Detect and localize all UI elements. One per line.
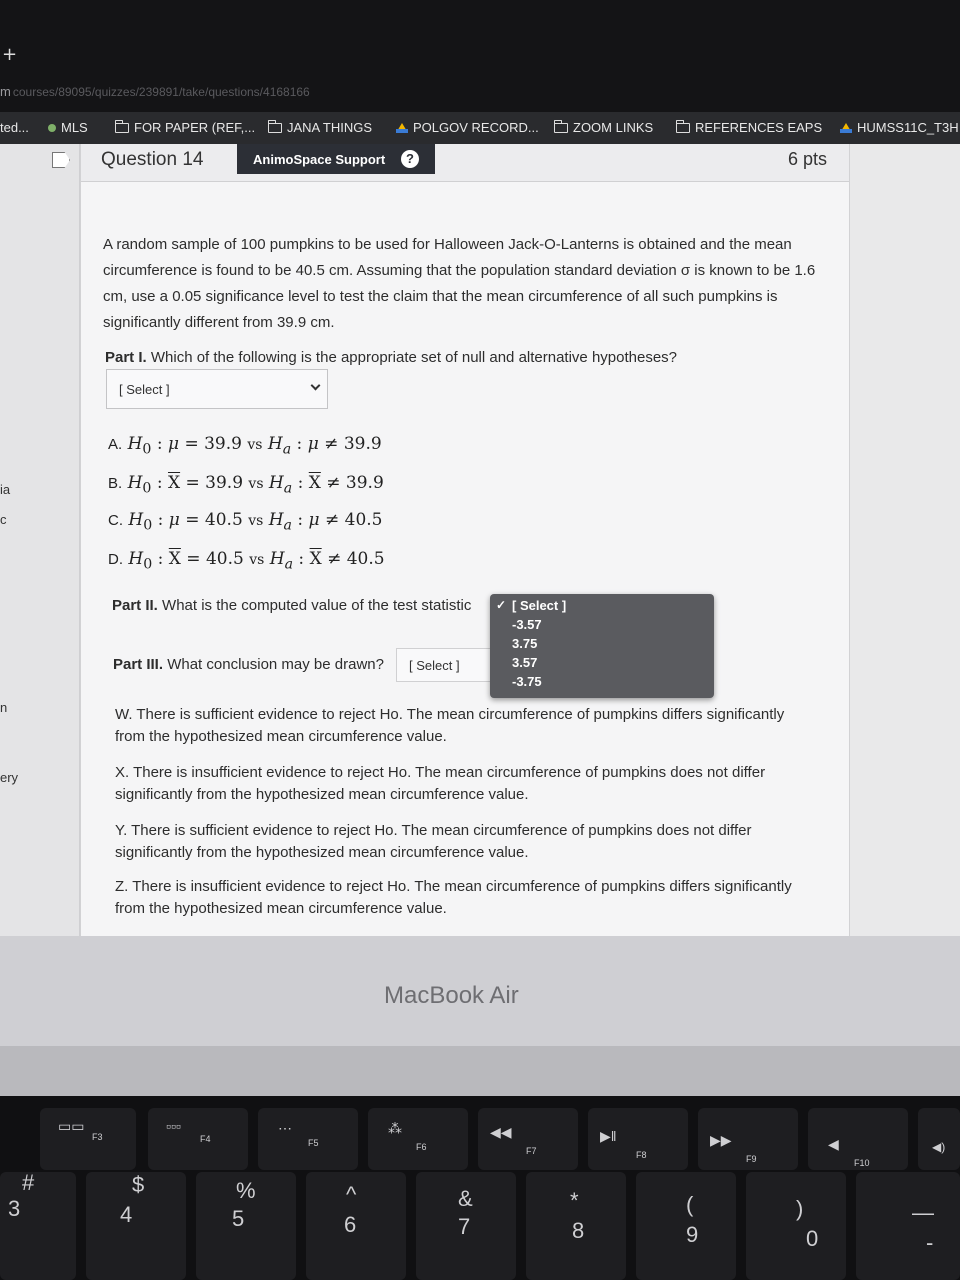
part2-text: What is the computed value of the test statistic (162, 597, 472, 614)
key-label: F4 (200, 1134, 211, 1144)
bookmark-label: MLS (61, 120, 88, 135)
bookmark-item[interactable] (115, 120, 255, 135)
key-label: F6 (416, 1142, 427, 1152)
sidebar-fragment[interactable]: n (0, 700, 8, 715)
option-d: D. $H_0$ : $\overline{X} = 40.5$ vs $H_a$ : $\overline{X} \ne 40.5$ (108, 549, 385, 573)
tooltip-label: AnimoSpace Support (253, 151, 386, 167)
bookmarks-bar (0, 112, 960, 144)
key-f9[interactable] (698, 1108, 798, 1170)
key-label: F7 (526, 1146, 537, 1156)
key-label: F9 (746, 1154, 757, 1164)
key-4[interactable] (86, 1172, 186, 1280)
key-shift-glyph: — (912, 1200, 934, 1225)
bookmark-item[interactable] (268, 120, 372, 135)
drive-icon (840, 123, 852, 133)
option-a: A. $H_0$ : μ = 39.9 vs $H_a$ : μ ≠ 39.9 (108, 434, 382, 458)
help-icon[interactable]: ? (401, 150, 419, 168)
launchpad-icon: ▫▫▫ (166, 1118, 181, 1134)
key-glyph: 5 (232, 1206, 245, 1231)
option-symbol: μ (307, 434, 319, 454)
bookmark-item[interactable] (676, 120, 822, 135)
mission-control-icon: ▭▭ (58, 1118, 85, 1134)
dropdown-option[interactable]: -3.75 (512, 674, 542, 689)
bookmark-label: REFERENCES EAPS (695, 120, 823, 135)
key-glyph: 8 (572, 1218, 585, 1243)
url-prefix: m (0, 84, 11, 99)
option-letter: D. (108, 551, 123, 568)
key-f5[interactable] (258, 1108, 358, 1170)
support-tooltip[interactable] (237, 144, 435, 174)
key-glyph: 4 (120, 1202, 133, 1227)
dropdown-option[interactable]: -3.57 (512, 617, 542, 632)
option-value: 39.9 (204, 434, 242, 454)
key-7[interactable] (416, 1172, 516, 1280)
dropdown-option[interactable]: 3.57 (512, 655, 538, 670)
option-value: 40.5 (205, 549, 244, 569)
sidebar-fragment[interactable]: c (0, 512, 7, 527)
sidebar-fragment[interactable]: ery (0, 770, 19, 785)
key-0[interactable] (746, 1172, 846, 1280)
part3-label: Part III. (113, 656, 164, 673)
key-glyph: - (926, 1230, 934, 1255)
keyboard-backlight-down-icon: ⋯ (278, 1120, 292, 1136)
key-f8[interactable] (588, 1108, 688, 1170)
key-f3[interactable] (40, 1108, 136, 1170)
conclusion-z: Z. There is insufficient evidence to reject Ho. The mean circumference of pumpkins differs significantly from the hypothesized mean circumference value. (115, 878, 792, 917)
part2-label: Part II. (112, 597, 158, 614)
browser-chrome (0, 0, 960, 112)
conclusion-w: W. There is sufficient evidence to reject Ho. The mean circumference of pumpkins differs significantly from the hypothesized mean circumference value. (115, 706, 785, 745)
option-symbol: $\overline{X}$ (308, 473, 321, 493)
bookmark-label: POLGOV RECORD... (413, 120, 539, 135)
volume-down-icon: ◀) (932, 1140, 946, 1154)
option-value: 39.9 (345, 473, 384, 493)
question-text: A random sample of 100 pumpkins to be used for Halloween Jack-O-Lanterns is obtained and the mean circumference is found to be 40.5 cm. Assuming that the population standard deviation σ is known to be 1.6 cm, use a 0.05 significance level to test the claim that the mean circumference of all such pumpkins is significantly different from 39.9 cm. (103, 236, 816, 331)
key-f6[interactable] (368, 1108, 468, 1170)
conclusion-y: Y. There is sufficient evidence to reject Ho. The mean circumference of pumpkins does not differ significantly from the hypothesized mean circumference value. (115, 822, 752, 861)
option-value: 39.9 (205, 473, 244, 493)
part1-text: Which of the following is the appropriate set of null and alternative hypotheses? (150, 349, 678, 366)
key-shift-glyph: % (236, 1178, 256, 1203)
laptop-brand-label: MacBook Air (384, 982, 519, 1009)
key-f10[interactable] (808, 1108, 908, 1170)
option-value: 40.5 (204, 510, 243, 530)
option-symbol: μ (168, 510, 180, 530)
bookmark-item[interactable] (396, 120, 539, 135)
bookmark-label: JANA THINGS (287, 120, 373, 135)
checkmark-icon: ✓ (496, 598, 507, 612)
key-8[interactable] (526, 1172, 626, 1280)
chevron-down-icon (311, 381, 321, 391)
key-f7[interactable] (478, 1108, 578, 1170)
mute-icon: ◀ (828, 1136, 839, 1152)
key-glyph: 6 (344, 1212, 357, 1237)
course-sidebar (0, 144, 80, 936)
option-symbol: μ (308, 510, 320, 530)
key-minus[interactable] (856, 1172, 960, 1280)
part1-prompt (105, 349, 677, 366)
key-label: F8 (636, 1150, 647, 1160)
bookmark-item[interactable] (48, 120, 88, 135)
key-5[interactable] (196, 1172, 296, 1280)
option-letter: A. (108, 436, 123, 453)
play-pause-icon: ▶‖ (600, 1128, 617, 1144)
option-value: 40.5 (346, 549, 385, 569)
key-shift-glyph: & (458, 1186, 473, 1211)
folder-icon (115, 123, 129, 133)
sidebar-fragment[interactable]: ia (0, 482, 11, 497)
bookmark-label: FOR PAPER (REF,... (134, 120, 256, 135)
option-letter: C. (108, 512, 123, 529)
bookmark-label: ted... (0, 120, 29, 135)
folder-icon (676, 123, 690, 133)
question-title: Question 14 (101, 149, 204, 170)
drive-icon (396, 123, 408, 133)
key-shift-glyph: ^ (346, 1182, 357, 1207)
option-b: B. $H_0$ : $\overline{X} = 39.9$ vs $H_a$ : $\overline{X} \ne 39.9$ (108, 473, 384, 497)
key-label: F5 (308, 1138, 319, 1148)
option-symbol: $\overline{X}$ (167, 473, 181, 493)
option-c: C. $H_0$ : μ = 40.5 vs $H_a$ : μ ≠ 40.5 (108, 510, 383, 534)
option-value: 39.9 (343, 434, 382, 454)
vs-text: vs (248, 476, 264, 492)
key-3[interactable] (0, 1172, 76, 1280)
folder-icon (268, 123, 282, 133)
part2-dropdown-menu[interactable] (490, 594, 714, 698)
key-shift-glyph: $ (132, 1172, 145, 1197)
option-symbol: $\overline{X}$ (309, 549, 322, 569)
key-f11[interactable] (918, 1108, 960, 1170)
part1-label: Part I. (105, 349, 147, 366)
key-label: F10 (854, 1158, 870, 1168)
key-shift-glyph: * (570, 1188, 579, 1213)
key-glyph: 0 (806, 1226, 819, 1251)
part1-select[interactable] (106, 369, 328, 409)
key-shift-glyph: ( (686, 1192, 694, 1217)
key-label: F3 (92, 1132, 103, 1142)
option-symbol: μ (167, 434, 180, 454)
bookmark-item[interactable] (0, 120, 29, 135)
question-points: 6 pts (787, 149, 827, 169)
question-header (81, 144, 849, 182)
key-9[interactable] (636, 1172, 736, 1280)
vs-text: vs (249, 552, 265, 568)
url-path: courses/89095/quizzes/239891/take/questions/4168166 (12, 85, 310, 99)
key-shift-glyph: ) (796, 1196, 804, 1221)
fast-forward-icon: ▶▶ (710, 1132, 732, 1148)
dropdown-option[interactable]: 3.75 (512, 636, 538, 651)
new-tab-icon[interactable]: + (2, 44, 18, 65)
address-bar[interactable] (0, 84, 310, 99)
key-shift-glyph: # (22, 1170, 35, 1195)
folder-icon (554, 123, 568, 133)
favicon-dot-icon (48, 124, 56, 132)
part3-text: What conclusion may be drawn? (167, 656, 384, 673)
key-6[interactable] (306, 1172, 406, 1280)
part1-select-value: [ Select ] (119, 382, 170, 397)
rewind-icon: ◀◀ (490, 1124, 512, 1140)
part3-select-value: [ Select ] (409, 658, 460, 673)
option-symbol: $\overline{X}$ (168, 549, 181, 569)
vs-text: vs (248, 513, 264, 529)
option-letter: B. (108, 475, 123, 492)
option-value: 40.5 (344, 510, 383, 530)
keyboard-backlight-up-icon: ⁂ (388, 1120, 402, 1136)
dropdown-option[interactable]: [ Select ] (512, 598, 567, 613)
bookmark-label: ZOOM LINKS (573, 120, 654, 135)
key-f4[interactable] (148, 1108, 248, 1170)
vs-text: vs (247, 437, 263, 453)
part3-prompt (113, 656, 384, 673)
key-glyph: 7 (458, 1214, 471, 1239)
bookmark-label: HUMSS11C_T3H (857, 120, 959, 135)
conclusion-x: X. There is insufficient evidence to reject Ho. The mean circumference of pumpkins does not differ significantly from the hypothesized mean circumference value. (115, 764, 766, 803)
bookmark-item[interactable] (840, 120, 959, 135)
key-glyph: 3 (8, 1196, 21, 1221)
key-glyph: 9 (686, 1222, 699, 1247)
bookmark-item[interactable] (554, 120, 653, 135)
part2-prompt (112, 597, 471, 614)
